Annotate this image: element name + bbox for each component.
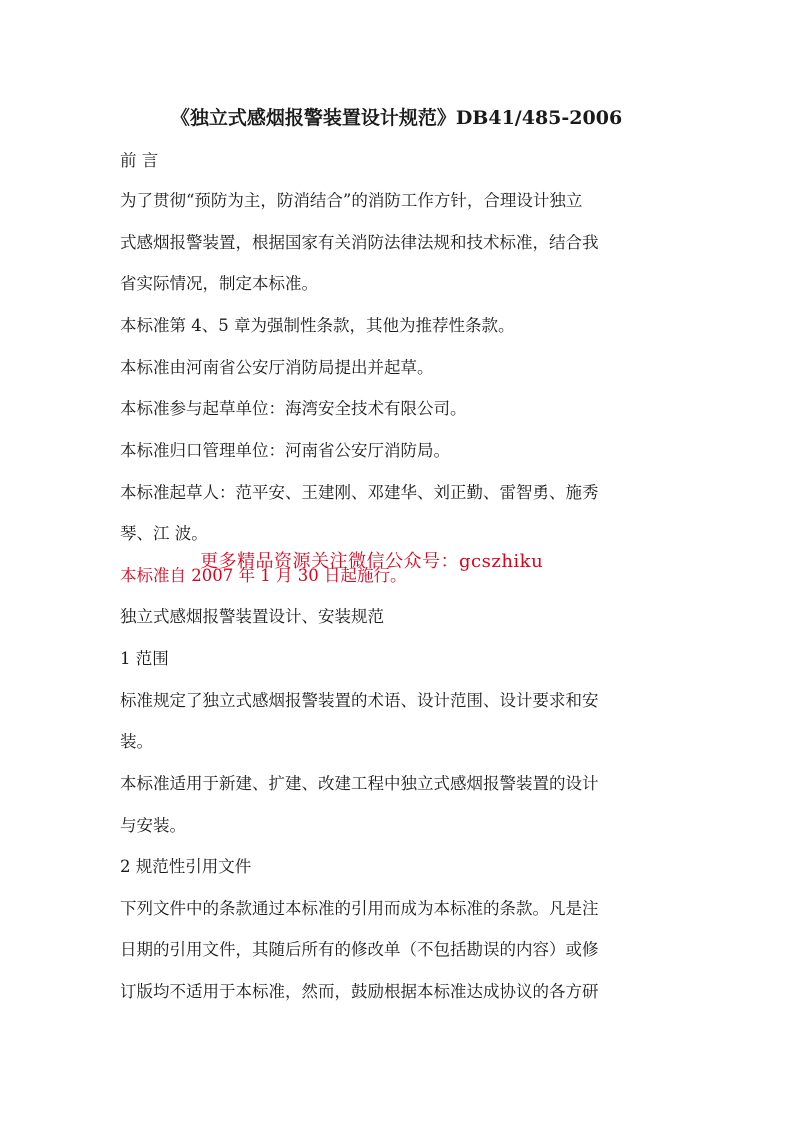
paragraph-line: 标准规定了独立式感烟报警装置的术语、设计范围、设计要求和安	[120, 691, 599, 710]
section-heading: 独立式感烟报警装置设计、安装规范	[120, 607, 384, 626]
paragraph-line: 本标准由河南省公安厅消防局提出并起草。	[120, 358, 434, 377]
paragraph-line: 订版均不适用于本标准，然而，鼓励根据本标准达成协议的各方研	[120, 982, 599, 1001]
paragraph-line: 为了贯彻“预防为主，防消结合”的消防工作方针，合理设计独立	[120, 191, 583, 210]
paragraph-line: 式感烟报警装置，根据国家有关消防法律法规和技术标准，结合我	[120, 233, 599, 252]
section-heading-references: 2 规范性引用文件	[120, 857, 252, 876]
paragraph-line: 本标准适用于新建、扩建、改建工程中独立式感烟报警装置的设计	[120, 774, 599, 793]
effective-date-line: 本标准自 2007 年 1 月 30 日起施行。	[120, 566, 407, 585]
paragraph-line: 省实际情况，制定本标准。	[120, 274, 318, 293]
preface-heading: 前 言	[120, 151, 159, 170]
paragraph-line: 本标准第 4、5 章为强制性条款，其他为推荐性条款。	[120, 316, 515, 335]
paragraph-line: 琴、江 波。	[120, 524, 208, 543]
paragraph-line: 本标准起草人：范平安、王建刚、邓建华、刘正勤、雷智勇、施秀	[120, 483, 599, 502]
section-heading-scope: 1 范围	[120, 649, 169, 668]
paragraph-line: 装。	[120, 732, 153, 751]
paragraph-line: 本标准归口管理单位：河南省公安厅消防局。	[120, 441, 450, 460]
document-title: 《独立式感烟报警装置设计规范》DB41/485-2006	[170, 107, 623, 129]
paragraph-line: 本标准参与起草单位：海湾安全技术有限公司。	[120, 399, 467, 418]
paragraph-line: 日期的引用文件，其随后所有的修改单（不包括勘误的内容）或修	[120, 940, 599, 959]
paragraph-line: 与安装。	[120, 816, 186, 835]
paragraph-line: 下列文件中的条款通过本标准的引用而成为本标准的条款。凡是注	[120, 899, 599, 918]
wechat-watermark: 更多精品资源关注微信公众号：gcszhiku	[200, 551, 544, 572]
